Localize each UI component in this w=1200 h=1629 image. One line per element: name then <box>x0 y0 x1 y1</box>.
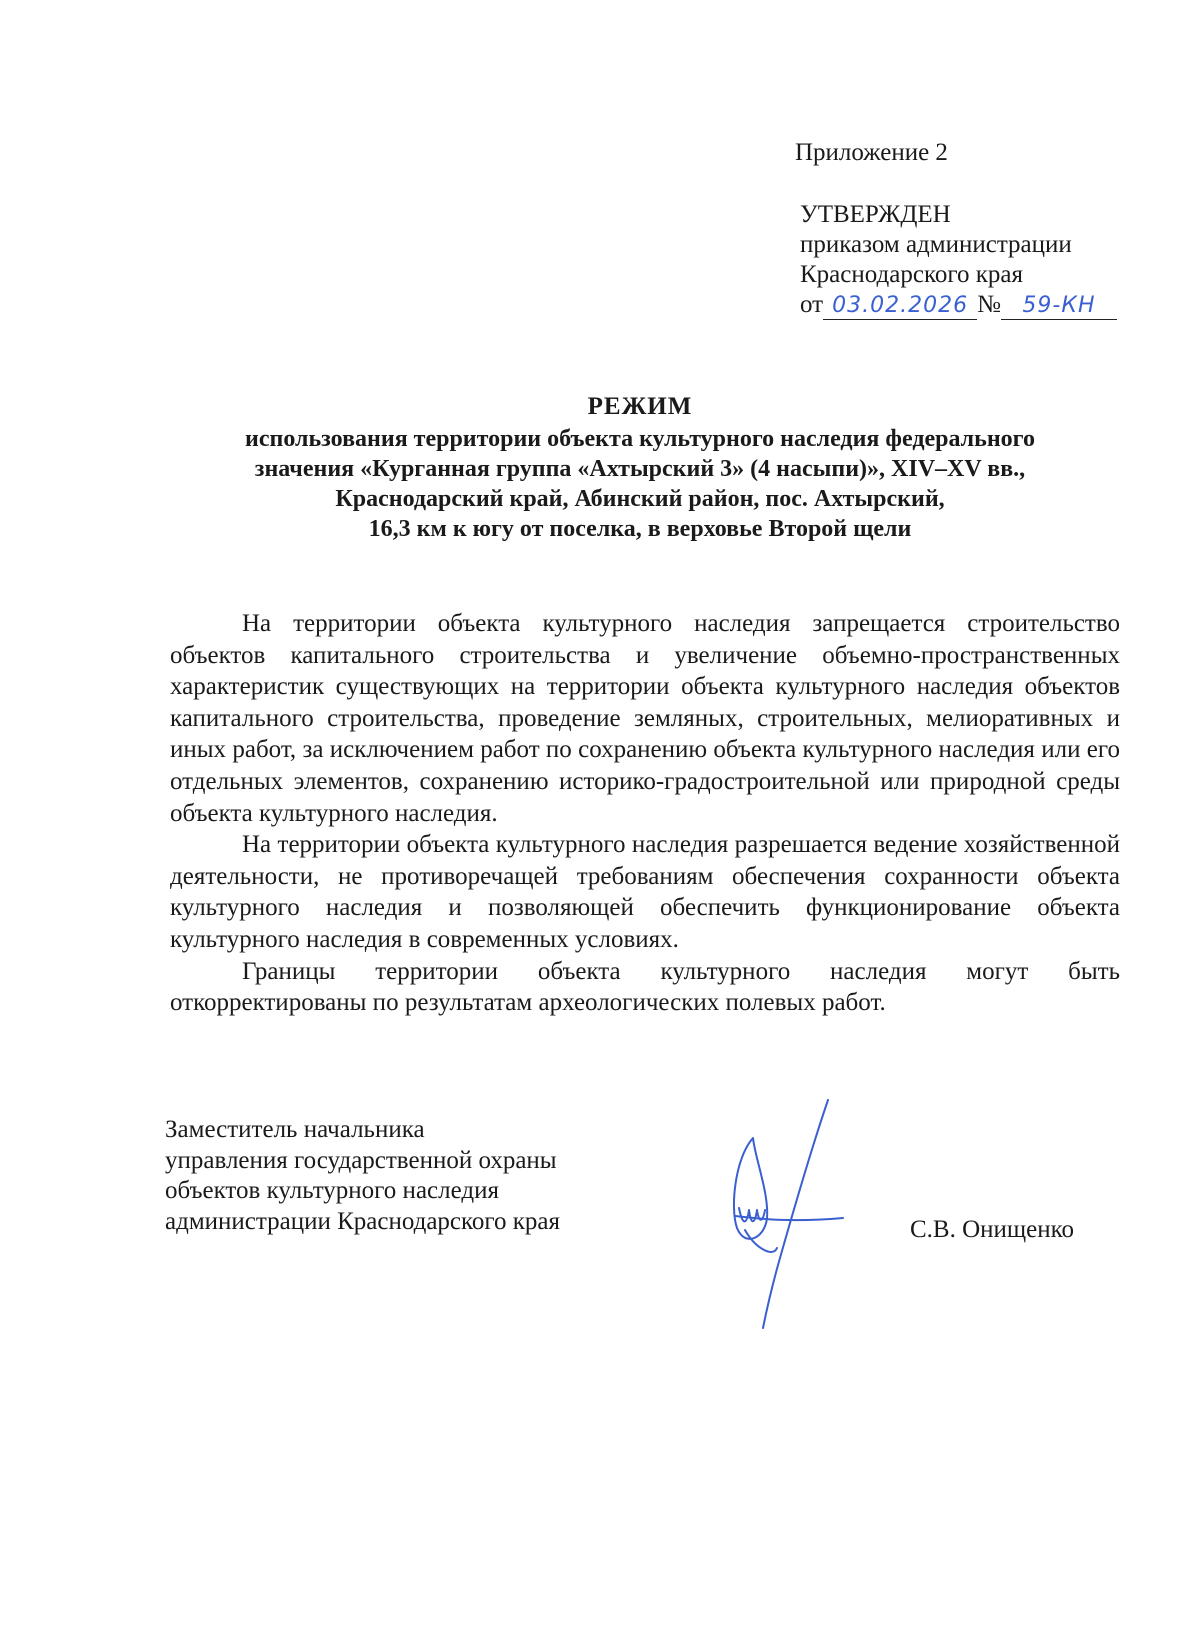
approved-line-1: приказом администрации <box>800 231 1072 258</box>
subtitle-line-3: Краснодарский край, Абинский район, пос. Ахтырский, <box>335 486 945 512</box>
signer-position-line-2: управления государственной охраны <box>165 1146 557 1174</box>
number-prefix: № <box>977 291 1001 318</box>
body-paragraph-1: На территории объекта культурного наследия запрещается строительство объектов капитального строительства и увеличение объемно-пространственных характеристик существующих на территории объекта культурного наследия объектов капитального строительства, проведение земляных, строительных, мелиоративных и иных работ, за исключением работ по сохранению объекта культурного наследия или его отдельных элементов, сохранению историко-градостроительной или природной среды объекта культурного наследия. <box>170 610 1120 827</box>
appendix-label: Приложение 2 <box>795 139 948 166</box>
order-date-number-line <box>800 290 1140 320</box>
approved-title: УТВЕРЖДЕН <box>800 201 951 228</box>
handwritten-order-date: 03.02.2026 <box>823 293 977 320</box>
subtitle-line-4: 16,3 км к югу от поселка, в верховье Второй щели <box>368 516 912 542</box>
body-paragraph-2: На территории объекта культурного наследия разрешается ведение хозяйственной деятельности, не противоречащей требованиям обеспечения сохранности объекта культурного наследия и позволяющей обеспечить функционирование объекта культурного наследия в современных условиях. <box>170 831 1120 953</box>
subtitle-line-2: значения «Курганная группа «Ахтырский 3» (4 насыпи)», XIV–XV вв., <box>254 456 1026 482</box>
handwritten-signature <box>725 1098 875 1330</box>
signer-position-line-1: Заместитель начальника <box>165 1116 425 1143</box>
subtitle-line-1: использования территории объекта культурного наследия федерального <box>245 426 1035 452</box>
signer-position-line-3: объектов культурного наследия <box>165 1177 499 1204</box>
approved-line-2: Краснодарского края <box>800 261 1023 288</box>
document-subtitle <box>160 424 1120 544</box>
document-title-block <box>160 392 1120 544</box>
body-paragraph-3: Границы территории объекта культурного наследия могут быть откорректированы по результатам археологических полевых работ. <box>170 957 1120 1017</box>
signer-position <box>165 1115 560 1237</box>
handwritten-order-number: 59-КН <box>1001 293 1117 320</box>
signer-position-line-4: администрации Краснодарского края <box>165 1207 561 1235</box>
signer-name: С.В. Онищенко <box>910 1216 1075 1243</box>
date-prefix: от <box>800 291 824 318</box>
approval-stamp-block <box>800 200 1140 320</box>
document-body <box>170 608 1120 1019</box>
document-title: РЕЖИМ <box>587 393 693 420</box>
